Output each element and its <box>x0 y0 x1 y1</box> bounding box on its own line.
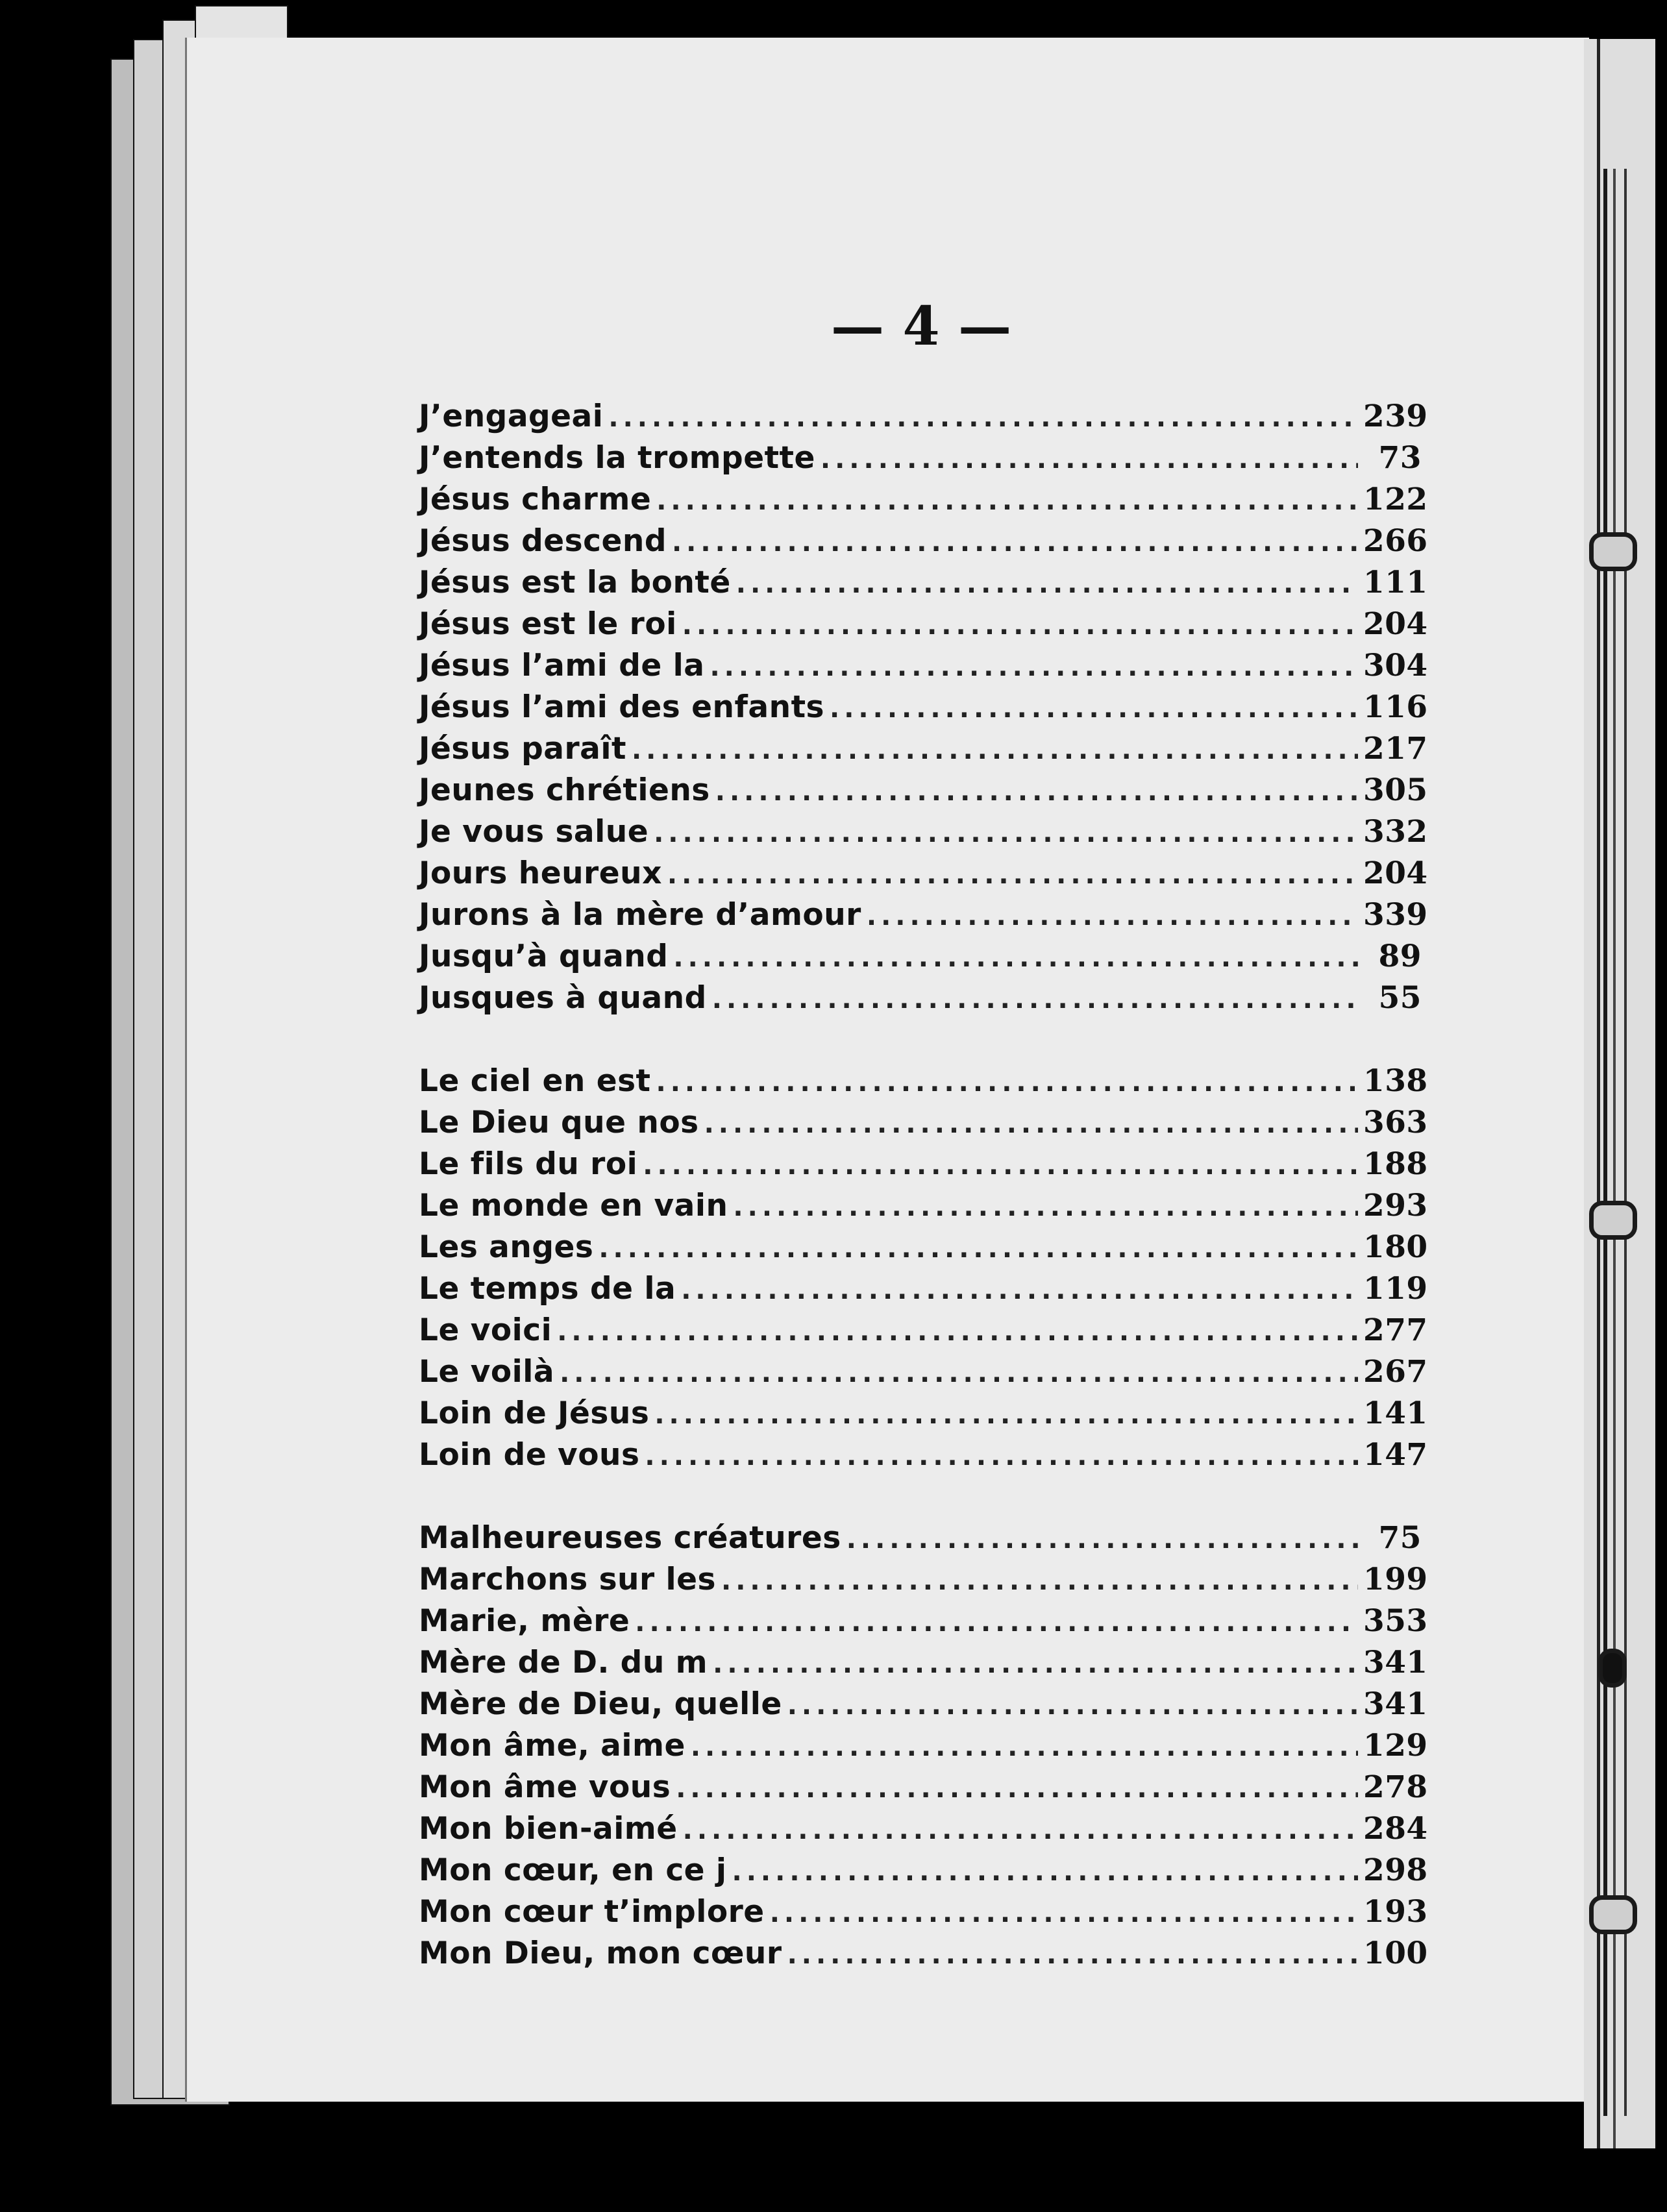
entry-page-number: 141 <box>1363 1395 1428 1431</box>
entry-title: Jésus paraît <box>419 731 626 767</box>
index-group <box>419 1518 1428 1974</box>
entry-page-number: 147 <box>1363 1437 1428 1473</box>
dot-leader <box>608 397 1358 439</box>
entry-title: Je vous salue <box>419 814 649 850</box>
index-entry <box>419 1185 1428 1227</box>
entry-title: Mère de Dieu, quelle <box>419 1686 782 1722</box>
dot-leader <box>682 605 1358 646</box>
binding-knot <box>1589 532 1637 571</box>
index-entry <box>419 1850 1428 1891</box>
dot-leader <box>681 1270 1358 1311</box>
dot-leader <box>676 1768 1358 1810</box>
index-entry <box>419 479 1428 521</box>
index-entry <box>419 521 1428 562</box>
entry-page-number: 339 <box>1363 897 1428 933</box>
entry-title: Le voilà <box>419 1354 555 1390</box>
binding-knot <box>1589 1895 1637 1934</box>
entry-title: Jusques à quand <box>419 980 707 1016</box>
entry-page-number: 267 <box>1363 1354 1428 1390</box>
entry-page-number: 199 <box>1363 1562 1428 1597</box>
index-entry <box>419 1642 1428 1684</box>
entry-page-number: 217 <box>1363 731 1428 767</box>
entry-page-number: 89 <box>1378 939 1422 974</box>
entry-title: Jusqu’à quand <box>419 939 669 974</box>
index-entry <box>419 1725 1428 1767</box>
entry-title: Le voici <box>419 1312 552 1348</box>
entry-page-number: 278 <box>1363 1769 1428 1805</box>
index-entry <box>419 1434 1428 1476</box>
index-entry <box>419 936 1422 977</box>
index-entry <box>419 1144 1428 1185</box>
entry-title: Jésus charme <box>419 482 652 517</box>
entry-title: J’entends la trompette <box>419 440 815 476</box>
dot-leader <box>770 1893 1358 1934</box>
entry-page-number: 73 <box>1378 440 1422 476</box>
entry-page-number: 305 <box>1363 772 1428 808</box>
entry-title: Malheureuses créatures <box>419 1520 841 1556</box>
index-entry <box>419 1933 1428 1974</box>
entry-title: Jésus est la bonté <box>419 565 731 600</box>
entry-title: Jurons à la mère d’amour <box>419 897 861 933</box>
dot-leader <box>599 1228 1358 1270</box>
entry-page-number: 111 <box>1363 565 1428 600</box>
dot-leader <box>560 1353 1358 1394</box>
entry-page-number: 119 <box>1363 1271 1428 1307</box>
dot-leader <box>821 439 1358 480</box>
dot-leader <box>736 563 1358 605</box>
entry-title: Le temps de la <box>419 1271 676 1307</box>
index-entry <box>419 894 1428 936</box>
entry-title: Loin de vous <box>419 1437 640 1473</box>
entry-page-number: 341 <box>1363 1645 1428 1680</box>
dot-leader <box>787 1934 1358 1976</box>
dot-leader <box>715 771 1358 813</box>
binding-cord <box>1603 169 1627 2116</box>
entry-title: Le ciel en est <box>419 1063 651 1099</box>
dot-leader <box>830 688 1358 730</box>
index-entry <box>419 1684 1428 1725</box>
entry-page-number: 180 <box>1363 1229 1428 1265</box>
entry-page-number: 353 <box>1363 1603 1428 1639</box>
entry-title: Jésus descend <box>419 523 667 559</box>
index-entry <box>419 728 1428 770</box>
index-entry <box>419 853 1428 894</box>
entry-page-number: 239 <box>1363 399 1428 434</box>
entry-page-number: 204 <box>1363 606 1428 642</box>
index-entry <box>419 437 1422 479</box>
entry-page-number: 129 <box>1363 1728 1428 1763</box>
index-entry <box>419 1601 1428 1642</box>
dot-leader <box>704 1103 1358 1145</box>
entry-page-number: 55 <box>1378 980 1422 1016</box>
entry-page-number: 75 <box>1378 1520 1422 1556</box>
entry-page-number: 122 <box>1363 482 1428 517</box>
index-entry <box>419 1351 1428 1393</box>
entry-page-number: 341 <box>1363 1686 1428 1722</box>
dot-leader <box>691 1727 1358 1768</box>
dot-leader <box>712 979 1358 1020</box>
entry-title: Mon Dieu, mon cœur <box>419 1936 782 1971</box>
index-group <box>419 1061 1428 1476</box>
dot-leader <box>733 1186 1358 1228</box>
entry-page-number: 293 <box>1363 1188 1428 1223</box>
index-entry <box>419 1767 1428 1808</box>
entry-page-number: 116 <box>1363 689 1428 725</box>
entry-title: Mon bien-aimé <box>419 1811 678 1847</box>
dot-leader <box>654 1394 1358 1436</box>
entry-page-number: 298 <box>1363 1852 1428 1888</box>
entry-title: Marie, mère <box>419 1603 630 1639</box>
index-entry <box>419 1268 1428 1310</box>
dot-leader <box>721 1560 1358 1602</box>
page-number: — 4 — <box>831 295 1012 358</box>
entry-page-number: 277 <box>1363 1312 1428 1348</box>
index-entry <box>419 1518 1422 1559</box>
book-binding <box>1584 39 1655 2148</box>
index-entry <box>419 811 1428 853</box>
entry-title: Mon âme, aime <box>419 1728 685 1763</box>
index-entry <box>419 1310 1428 1351</box>
dot-leader <box>635 1602 1358 1643</box>
index-group <box>419 396 1428 1019</box>
entry-page-number: 204 <box>1363 855 1428 891</box>
dot-leader <box>654 813 1358 854</box>
entry-page-number: 304 <box>1363 648 1428 683</box>
entry-title: Marchons sur les <box>419 1562 717 1597</box>
dot-leader <box>846 1519 1358 1560</box>
entry-title: Les anges <box>419 1229 594 1265</box>
entry-title: Le fils du roi <box>419 1146 638 1182</box>
entry-title: Le Dieu que nos <box>419 1105 699 1140</box>
entry-title: Mon cœur t’implore <box>419 1894 765 1930</box>
index-entry <box>419 1061 1428 1102</box>
dot-leader <box>683 1810 1358 1851</box>
entry-page-number: 266 <box>1363 523 1428 559</box>
entry-page-number: 138 <box>1363 1063 1428 1099</box>
index-entry <box>419 645 1428 687</box>
entry-page-number: 363 <box>1363 1105 1428 1140</box>
entry-title: Loin de Jésus <box>419 1395 650 1431</box>
entry-page-number: 332 <box>1363 814 1428 850</box>
entry-title: Mère de D. du m <box>419 1645 708 1680</box>
index-entry <box>419 562 1428 604</box>
entry-title: Le monde en vain <box>419 1188 728 1223</box>
entry-title: Jours heureux <box>419 855 662 891</box>
entry-page-number: 100 <box>1363 1936 1428 1971</box>
dot-leader <box>710 646 1358 688</box>
index-entry <box>419 1808 1428 1850</box>
binding-edge <box>1597 39 1600 2148</box>
index-list <box>419 396 1428 1974</box>
index-entry <box>419 1393 1428 1434</box>
dot-leader <box>656 1062 1358 1103</box>
entry-page-number: 284 <box>1363 1811 1428 1847</box>
dot-leader <box>656 480 1358 522</box>
dot-leader <box>673 937 1358 979</box>
entry-title: Jésus l’ami des enfants <box>419 689 825 725</box>
entry-title: J’engageai <box>419 399 604 434</box>
dot-leader <box>867 896 1358 937</box>
dot-leader <box>713 1643 1358 1685</box>
entry-title: Jésus est le roi <box>419 606 677 642</box>
dot-leader <box>732 1851 1358 1893</box>
index-entry <box>419 770 1428 811</box>
dot-leader <box>667 854 1358 896</box>
entry-page-number: 188 <box>1363 1146 1428 1182</box>
entry-title: Jeunes chrétiens <box>419 772 710 808</box>
dot-leader <box>672 522 1358 563</box>
binding-knot <box>1598 1649 1627 1688</box>
index-entry <box>419 396 1428 437</box>
dot-leader <box>787 1685 1358 1727</box>
index-entry <box>419 1227 1428 1268</box>
index-entry <box>419 1891 1428 1933</box>
entry-page-number: 193 <box>1363 1894 1428 1930</box>
index-entry <box>419 687 1428 728</box>
index-entry <box>419 1559 1428 1601</box>
dot-leader <box>557 1311 1358 1353</box>
entry-title: Jésus l’ami de la <box>419 648 705 683</box>
dot-leader <box>645 1436 1358 1477</box>
entry-title: Mon cœur, en ce j <box>419 1852 727 1888</box>
dot-leader <box>632 730 1358 771</box>
entry-title: Mon âme vous <box>419 1769 671 1805</box>
index-entry <box>419 1102 1428 1144</box>
dot-leader <box>643 1145 1358 1186</box>
index-entry <box>419 604 1428 645</box>
binding-knot <box>1589 1201 1637 1240</box>
index-entry <box>419 977 1422 1019</box>
